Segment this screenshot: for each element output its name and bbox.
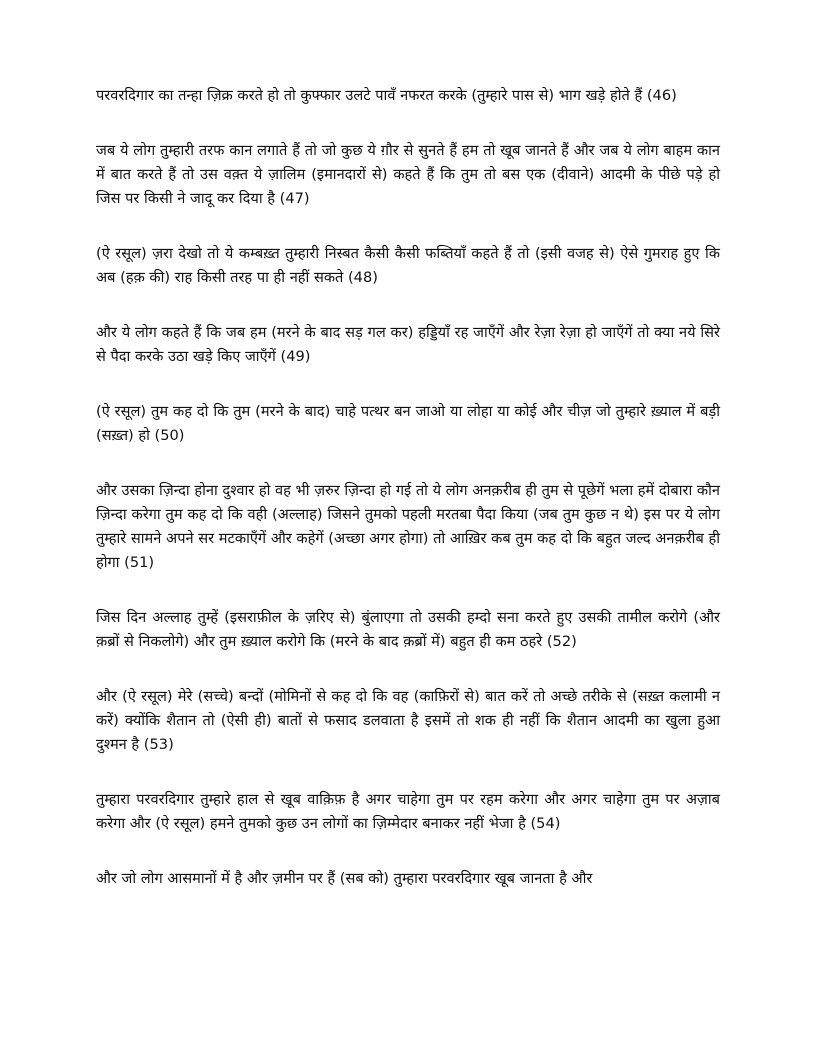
verse-paragraph-55-partial: और जो लोग आसमानों में है और ज़मीन पर हैं (सब को) तुम्हारा परवरदिगार खूब जानता है और [96,870,593,887]
verse-paragraph-46: परवरदिगार का तन्हा ज़िक्र करते हो तो कुफ्फार उलटे पावँ नफरत करके (तुम्हारे पास से) भाग खड़े होते हैं (46) [96,87,677,104]
verse-paragraph-48: (ऐ रसूल) ज़रा देखो तो ये कम्बख़्त तुम्हारी निस्बत कैसी कैसी फब्तियाँ कहते हैं तो (इसी वजह से) ऐसे गुमराह हुए कि अब (हक़ की) राह किसी तरह पा ही नहीं सकते (48) [96,245,720,286]
verse-paragraph-50: (ऐ रसूल) तुम कह दो कि तुम (मरने के बाद) चाहे पत्थर बन जाओ या लोहा या कोई और चीज़ जो तुम्हारे ख़्याल में बड़ी (सख़्त) हो (50) [96,403,720,444]
verse-paragraph-53: और (ऐ रसूल) मेरे (सच्चे) बन्दों (मोमिनों से कह दो कि वह (काफ़िरों से) बात करें तो अच्छे तरीके से (सख़्त कलामी न करें) क्योंकि शैतान तो (ऐसी ही) बातों से फसाद डलवाता है इसमें तो शक ही नहीं कि शैतान आदमी का खुला हुआ दुश्मन है (53) [96,688,720,753]
verse-paragraph-47: जब ये लोग तुम्हारी तरफ कान लगाते हैं तो जो कुछ ये ग़ौर से सुनते हैं हम तो खूब जानते हैं और जब ये लोग बाहम कान में बात करते हैं तो उस वक़्त ये ज़ालिम (इमानदारों से) कहते हैं कि तुम तो बस एक (दीवाने) आदमी के पीछे पड़े हो जिस पर किसी ने जादू कर दिया है (47) [96,142,720,207]
verse-paragraph-54: तुम्हारा परवरदिगार तुम्हारे हाल से खूब वाक़िफ़ है अगर चाहेगा तुम पर रहम करेगा और अगर चाहेगा तुम पर अज़ाब करेगा और (ऐ रसूल) हमने तुमको कुछ उन लोगों का ज़िम्मेदार बनाकर नहीं भेजा है (54) [96,791,720,832]
verse-paragraph-49: और ये लोग कहते हैं कि जब हम (मरने के बाद सड़ गल कर) हड्डियाँ रह जाएँगें और रेज़ा रेज़ा हो जाएँगें तो क्या नये सिरे से पैदा करके उठा खड़े किए जाएँगें (49) [96,324,720,365]
verse-paragraph-52: जिस दिन अल्लाह तुम्हें (इसराफ़ील के ज़रिए से) बुंलाएगा तो उसकी हम्दो सना करते हुए उसकी तामील करोगे (और क़ब्रों से निकलोगे) और तुम ख़्याल करोगे कि (मरने के बाद क़ब्रों में) बहुत ही कम ठहरे (52) [96,609,720,650]
document-body [96,84,720,922]
verse-paragraph-51: और उसका ज़िन्दा होना दुश्वार हो वह भी ज़रुर ज़िन्दा हो गई तो ये लोग अनक़रीब ही तुम से पूछेगें भला हमें दोबारा कौन ज़िन्दा करेगा तुम कह दो कि वही (अल्लाह) जिसने तुमको पहली मरतबा पैदा किया (जब तुम कुछ न थे) इस पर ये लोग तुम्हारे सामने अपने सर मटकाएँगें और कहेगें (अच्छा अगर होगा) तो आख़िर कब तुम कह दो कि बहुत जल्द अनक़रीब ही होगा (51) [96,482,720,571]
